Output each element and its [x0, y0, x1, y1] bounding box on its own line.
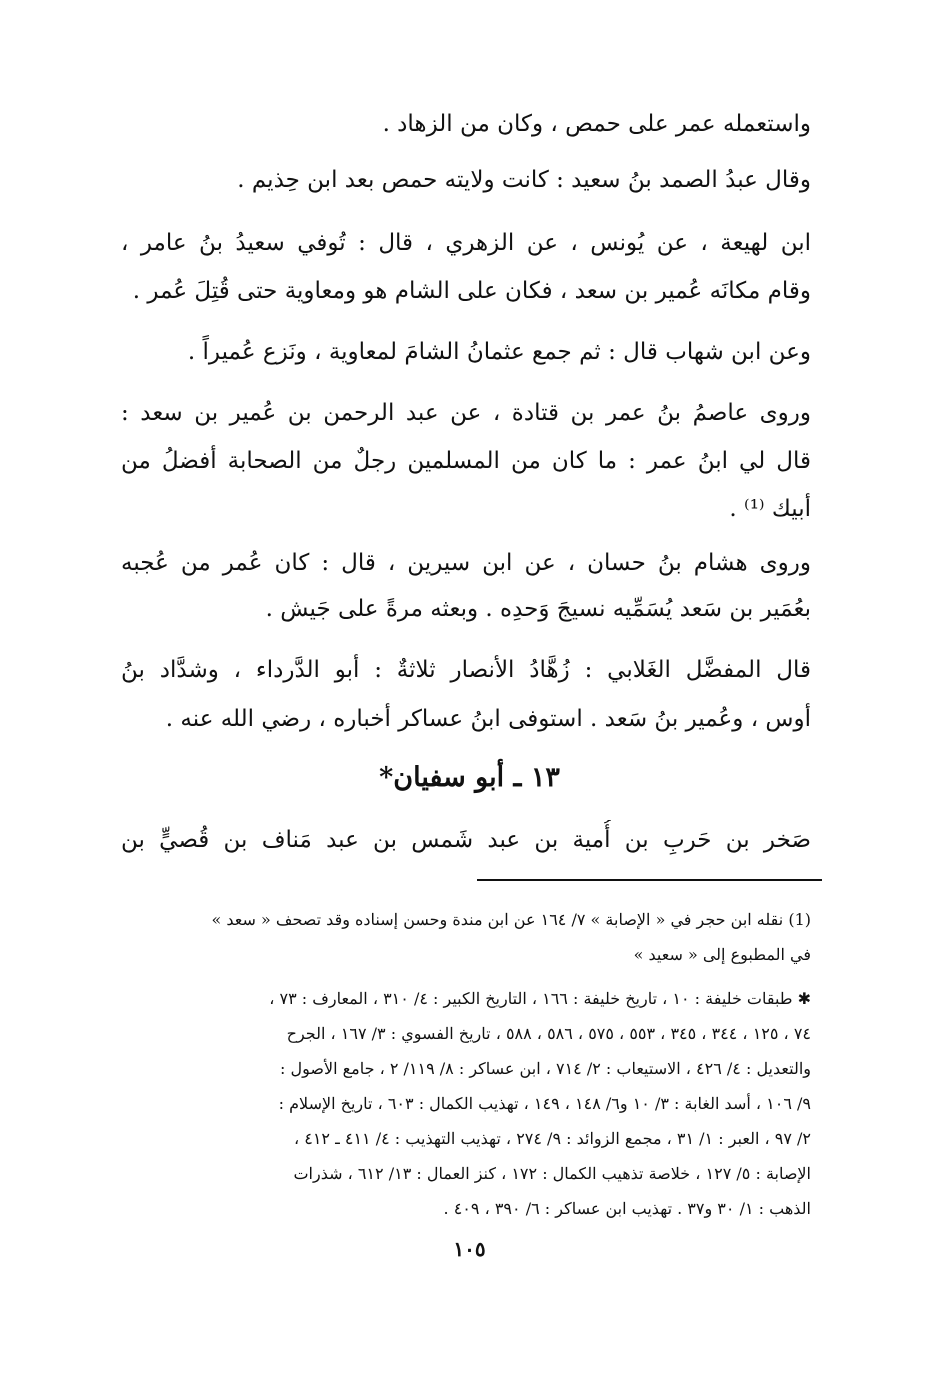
- footnote-line: الذهب : ١/ ٣٠ و٣٧ . تهذيب ابن عساكر : ٦/ ٣٩٠ ، ٤٠٩ .: [443, 1199, 811, 1218]
- footnote-line: (1) نقله ابن حجر في « الإصابة » ٧/ ١٦٤ عن ابن مندة وحسن إسناده وقد تصحف « سعد »: [211, 910, 811, 929]
- body-line: وقام مكانَه عُمير بن سعد ، فكان على الشام هو ومعاوية حتى قُتِلَ عُمر .: [132, 278, 811, 304]
- section-heading: ١٣ ـ أبو سفيان*: [379, 762, 560, 793]
- footnote-line: والتعديل : ٤/ ٤٢٦ ، الاستيعاب : ٢/ ٧١٤ ، ابن عساكر : ٨/ ١١٩/ ٢ ، جامع الأصول :: [280, 1059, 811, 1078]
- body-line: وعن ابن شهاب قال : ثم جمع عثمانُ الشامَ لمعاوية ، ونَزع عُميراً .: [187, 339, 811, 365]
- body-line: أوس ، وعُمير بنُ سَعد . استوفى ابنُ عساكر أخباره ، رضي الله عنه .: [165, 706, 811, 732]
- body-line: صَخر بن حَربِ بن أُمية بن عبد شَمس بن عبد مَناف بن قُصيٍّ بن: [121, 827, 811, 853]
- footnote-line: ٧٤ ، ١٢٥ ، ٣٤٤ ، ٣٤٥ ، ٥٥٣ ، ٥٧٥ ، ٥٨٦ ، ٥٨٨ ، تاريخ الفسوي : ٣/ ١٦٧ ، الجرح: [286, 1024, 811, 1043]
- body-line: بعُمَير بن سَعد يُسَمِّيه نسيجَ وَحدِه . وبعثه مرةً على جَيش .: [265, 596, 811, 622]
- body-line: وروى هشام بنُ حسان ، عن ابن سيرين ، قال : كان عُمر من عُجبه: [121, 550, 811, 576]
- footnote-line: ✱ طبقات خليفة : ١٠ ، تاريخ خليفة : ١٦٦ ، التاريخ الكبير : ٤/ ٣١٠ ، المعارف : ٧٣ ،: [269, 989, 811, 1008]
- footnote-divider: [477, 879, 822, 881]
- body-line: قال لي ابنُ عمر : ما كان من المسلمين رجلٌ من الصحابة أفضلُ من: [121, 448, 811, 474]
- body-line: أبيك ⁽¹⁾ .: [729, 496, 811, 522]
- body-line: وقال عبدُ الصمد بنُ سعيد : كانت ولايته حمص بعد ابن حِذيم .: [237, 167, 811, 193]
- footnote-line: ٩/ ١٠٦ ، أسد الغابة : ٣/ ١٠ و٦/ ١٤٨ ، ١٤٩ ، تهذيب الكمال : ٦٠٣ ، تاريخ الإسلام :: [278, 1094, 811, 1113]
- page-number: ١٠٥: [453, 1237, 486, 1261]
- footnote-line: ٢/ ٩٧ ، العبر : ١/ ٣١ ، مجمع الزوائد : ٩/ ٢٧٤ ، تهذيب التهذيب : ٤/ ٤١١ ـ ٤١٢ ،: [293, 1129, 811, 1148]
- body-line: ابن لهيعة ، عن يُونس ، عن الزهري ، قال : تُوفي سعيدُ بنُ عامر ،: [121, 230, 811, 256]
- body-line: واستعمله عمر على حمص ، وكان من الزهاد .: [382, 111, 811, 137]
- footnote-line: الإصابة : ٥/ ١٢٧ ، خلاصة تذهيب الكمال : ١٧٢ ، كنز العمال : ١٣/ ٦١٢ ، شذرات: [293, 1164, 811, 1183]
- footnote-line: في المطبوع إلى « سعيد »: [633, 945, 811, 964]
- body-line: وروى عاصمُ بنُ عمر بن قتادة ، عن عبد الرحمن بن عُمير بن سعد :: [121, 400, 811, 426]
- body-line: قال المفضَّل الغَلابي : زُهَّادُ الأنصار ثلاثةٌ : أبو الدَّرداء ، وشدَّاد بنُ: [121, 657, 811, 683]
